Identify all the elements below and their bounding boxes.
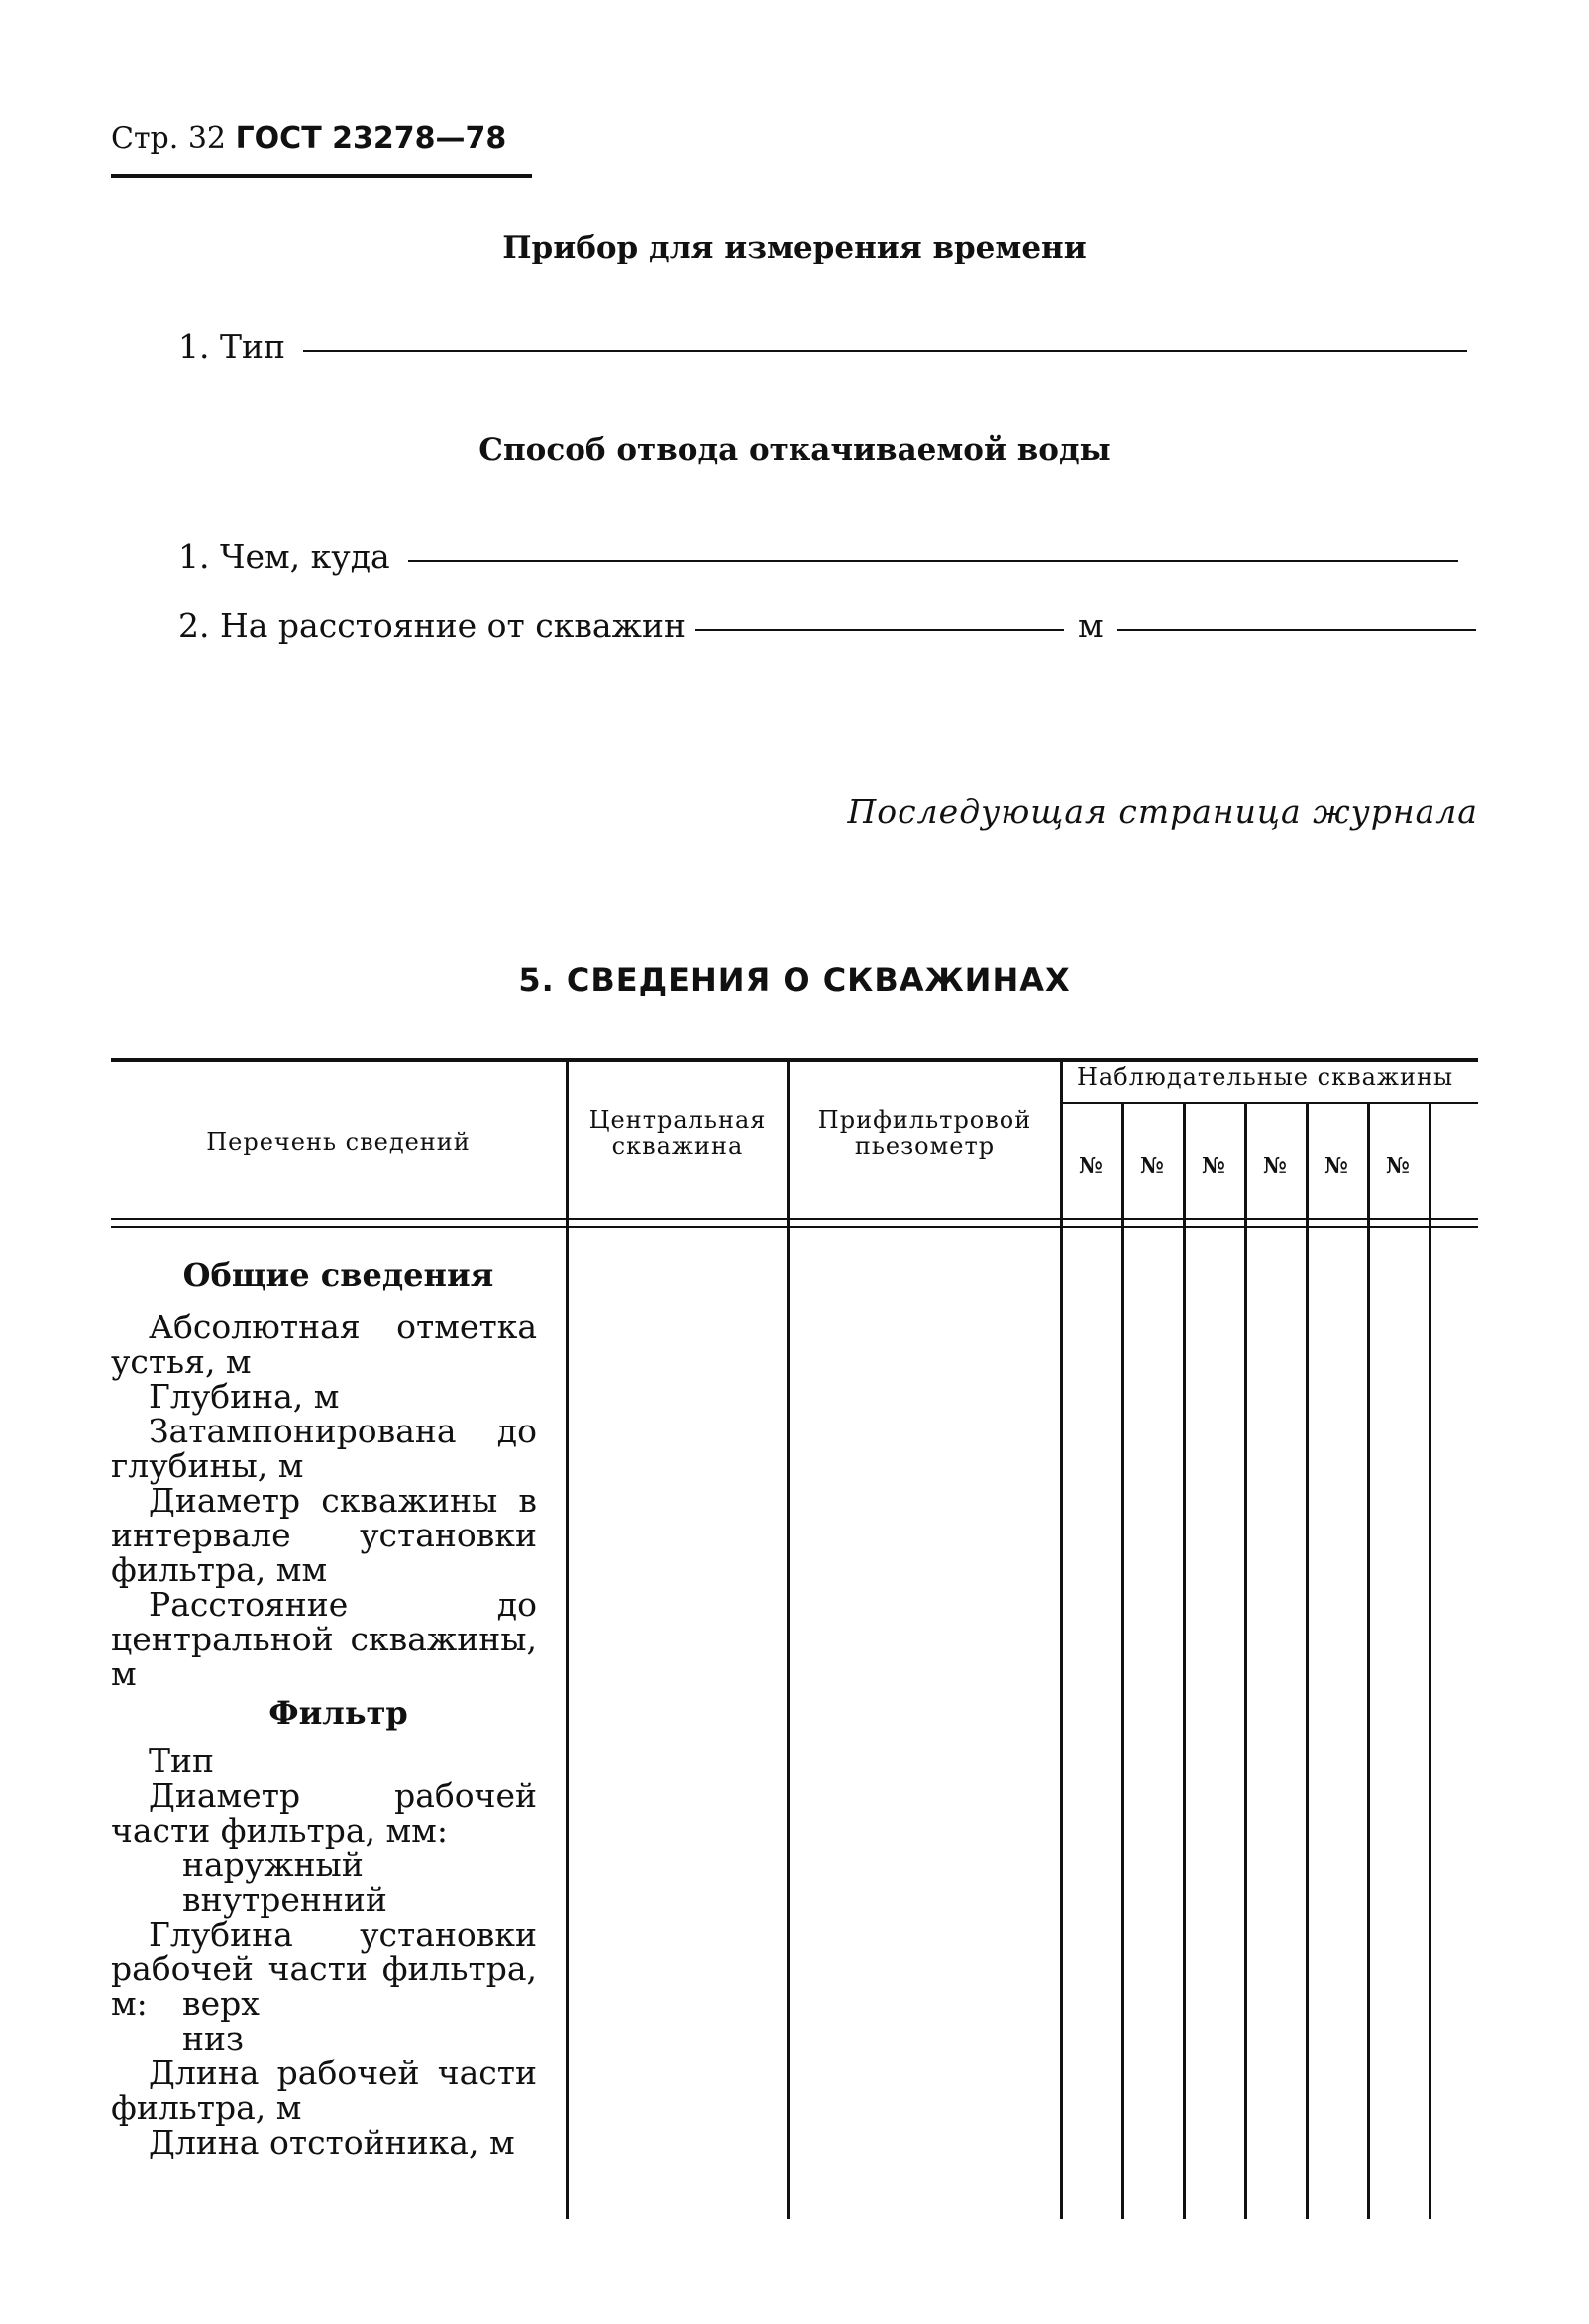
column-divider xyxy=(1121,1104,1124,2219)
table-top-rule xyxy=(111,1058,1478,1062)
column-divider xyxy=(1429,1104,1431,2219)
table-row: Затампонирована до глубины, м xyxy=(111,1412,537,1485)
disposal-method-field xyxy=(178,537,1458,576)
column-divider xyxy=(1244,1104,1247,2219)
table-row: Расстояние до центральной скважины, м xyxy=(111,1585,537,1693)
well-number-mark: № xyxy=(1140,1153,1164,1179)
header-info-list: Перечень сведений xyxy=(206,1128,471,1156)
table-row: внутренний xyxy=(182,1880,387,1919)
header-bottom-rule xyxy=(111,1218,1478,1220)
well-number-mark: № xyxy=(1202,1153,1225,1179)
group-title-filter: Фильтр xyxy=(268,1694,408,1732)
column-divider xyxy=(1367,1104,1370,2219)
column-divider xyxy=(1060,1058,1063,2219)
table-row: Абсолютная отметка устья, м xyxy=(111,1308,537,1381)
table-row: наружный xyxy=(182,1846,364,1884)
standard-number: ГОСТ 23278—78 xyxy=(235,121,507,156)
table-row: Глубина, м xyxy=(149,1377,340,1416)
header-observation-wells: Наблюдательные скважины xyxy=(1077,1063,1454,1091)
time-device-title: Прибор для измерения времени xyxy=(502,230,1087,265)
header-bottom-rule-2 xyxy=(111,1226,1478,1228)
header-rule xyxy=(111,174,532,178)
field-label: 1. Тип xyxy=(178,327,285,366)
column-divider xyxy=(566,1058,569,2219)
table-row: Диаметр рабочей части фильтра, мм: xyxy=(111,1776,537,1849)
table-row: Глубина установки рабочей части фильтра, м: xyxy=(111,1915,537,2023)
water-disposal-title: Способ отвода откачиваемой воды xyxy=(478,432,1111,468)
time-device-type-field xyxy=(178,327,1467,366)
table-title: 5. СВЕДЕНИЯ О СКВАЖИНАХ xyxy=(518,961,1071,999)
fill-in-line[interactable] xyxy=(303,350,1467,352)
page-number: Стр. 32 xyxy=(111,121,227,156)
table-row: Длина отстойника, м xyxy=(149,2123,515,2162)
column-divider xyxy=(1306,1104,1309,2219)
field-label: 1. Чем, куда xyxy=(178,537,390,576)
table-row: верх xyxy=(182,1984,260,2023)
column-divider xyxy=(1183,1104,1186,2219)
table-row: низ xyxy=(182,2019,244,2058)
fill-in-line[interactable] xyxy=(1117,629,1476,631)
column-divider xyxy=(787,1058,790,2219)
table-row: Тип xyxy=(149,1742,214,1780)
unit-label: м xyxy=(1077,606,1104,645)
group-title-general: Общие сведения xyxy=(182,1256,494,1294)
distance-field xyxy=(178,606,1476,645)
well-number-mark: № xyxy=(1263,1153,1287,1179)
well-number-mark: № xyxy=(1324,1153,1348,1179)
header-piezometer: Прифильтровой пьезометр xyxy=(817,1107,1032,1160)
well-number-mark: № xyxy=(1386,1153,1410,1179)
table-row: Диаметр скважины в интервале установки фильтра, мм xyxy=(111,1481,537,1589)
fill-in-line[interactable] xyxy=(695,629,1064,631)
header-central-well: Центральная скважина xyxy=(588,1107,767,1160)
field-label: 2. На расстояние от скважин xyxy=(178,606,686,645)
page-header xyxy=(111,121,506,156)
well-number-mark: № xyxy=(1079,1153,1103,1179)
fill-in-line[interactable] xyxy=(408,560,1458,562)
journal-note: Последующая страница журнала xyxy=(847,792,1478,831)
table-row: Длина рабочей части фильтра, м xyxy=(111,2054,537,2127)
